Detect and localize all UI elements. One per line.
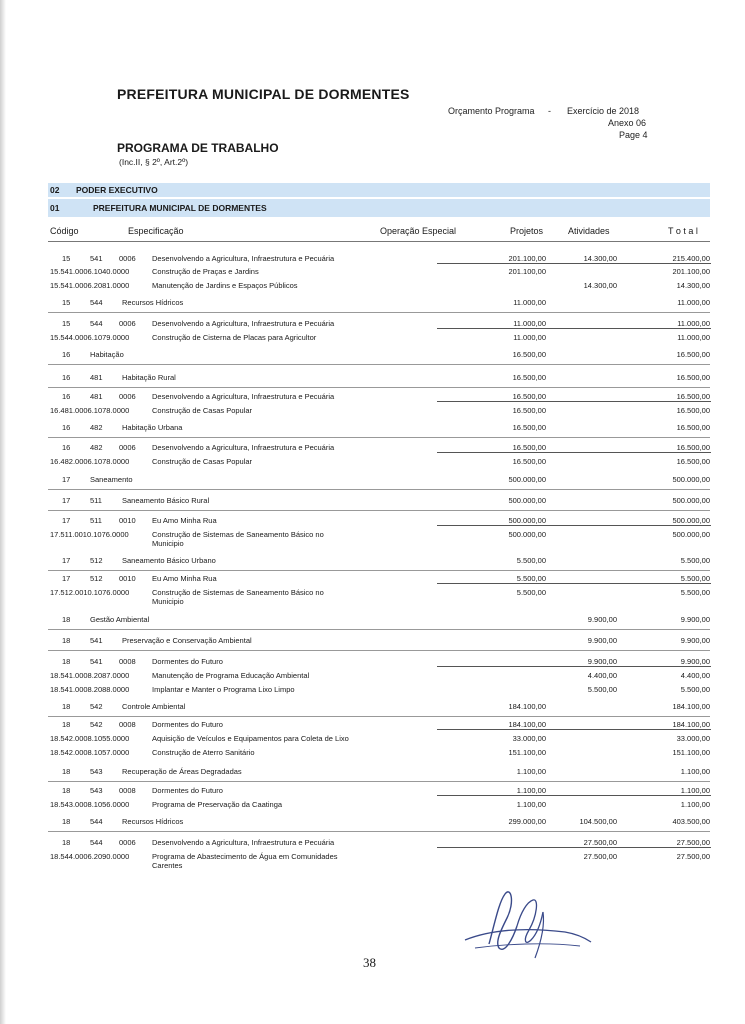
row-projetos: 16.500,00 (512, 423, 546, 432)
col-atividades: Atividades (568, 226, 610, 236)
row-atividades: 4.400,00 (587, 671, 617, 680)
row-total: 1.100,00 (680, 786, 710, 795)
row-total: 201.100,00 (672, 267, 710, 276)
row-subfunction-name: Recursos Hídricos (122, 298, 184, 307)
row-rule (48, 312, 710, 313)
row-atividades: 104.500,00 (579, 817, 617, 826)
row-specification: Construção de Aterro Sanitário (152, 748, 255, 757)
row-total: 1.100,00 (680, 767, 710, 776)
row-rule (437, 452, 711, 453)
row-rule (48, 716, 710, 717)
page-label: Page 4 (619, 130, 648, 140)
row-subfunction-name: Recuperação de Áreas Degradadas (122, 767, 242, 776)
row-code-full: 18.544.0006.2090.0000 (50, 852, 130, 861)
row-code-subfunction: 482 (90, 443, 103, 452)
row-rule (437, 525, 711, 526)
col-total: T o t a l (668, 226, 698, 236)
row-total: 500.000,00 (672, 530, 710, 539)
row-total: 16.500,00 (676, 457, 710, 466)
col-operacao: Operação Especial (380, 226, 457, 236)
row-code-function: 15 (62, 254, 71, 263)
row-specification: Construção de Cisterna de Placas para Agricultor (152, 333, 317, 342)
row-specification: Eu Amo Minha Rua (152, 516, 217, 525)
row-projetos: 500.000,00 (508, 496, 546, 505)
row-code-subfunction: 481 (90, 392, 103, 401)
row-subfunction-name: Saneamento Básico Rural (122, 496, 210, 505)
row-specification: Construção de Casas Popular (152, 406, 253, 415)
row-specification: Dormentes do Futuro (152, 786, 223, 795)
row-total: 403.500,00 (672, 817, 710, 826)
row-total: 9.900,00 (680, 615, 710, 624)
row-code-full: 15.541.0006.2081.0000 (50, 281, 130, 290)
row-code-program: 0010 (119, 516, 136, 525)
row-atividades: 9.900,00 (587, 636, 617, 645)
row-specification: Desenvolvendo a Agricultura, Infraestrutura e Pecuária (152, 443, 335, 452)
row-rule (437, 795, 711, 796)
row-code-program: 0006 (119, 443, 136, 452)
org-title: PREFEITURA MUNICIPAL DE DORMENTES (117, 86, 410, 102)
row-rule (48, 489, 710, 490)
row-function-name: Saneamento (90, 475, 133, 484)
row-total: 9.900,00 (680, 657, 710, 666)
row-atividades: 27.500,00 (583, 852, 617, 861)
row-code-function: 18 (62, 636, 71, 645)
row-total: 500.000,00 (672, 475, 710, 484)
row-specification: Dormentes do Futuro (152, 657, 223, 666)
row-code-program: 0008 (119, 720, 136, 729)
row-code-subfunction: 543 (90, 786, 103, 795)
row-code-function: 18 (62, 786, 71, 795)
row-specification: Manutenção de Jardins e Espaços Públicos (152, 281, 298, 290)
row-rule (48, 570, 710, 571)
row-specification: Implantar e Manter o Programa Lixo Limpo (152, 685, 295, 694)
row-subfunction-name: Saneamento Básico Urbano (122, 556, 216, 565)
row-code-function: 17 (62, 556, 71, 565)
row-specification: Desenvolvendo a Agricultura, Infraestrutura e Pecuária (152, 392, 335, 401)
row-code-subfunction: 541 (90, 636, 103, 645)
row-rule (437, 328, 711, 329)
page-number: 38 (363, 955, 376, 970)
row-total: 184.100,00 (672, 702, 710, 711)
row-code-program: 0008 (119, 657, 136, 666)
row-rule (48, 510, 710, 511)
row-projetos: 5.500,00 (516, 574, 546, 583)
row-rule (48, 781, 710, 782)
row-specification: Aquisição de Veículos e Equipamentos para Coleta de Lixo (152, 734, 349, 743)
row-subfunction-name: Controle Ambiental (122, 702, 186, 711)
row-projetos: 16.500,00 (512, 373, 546, 382)
row-total: 5.500,00 (680, 588, 710, 597)
row-code-function: 18 (62, 657, 71, 666)
row-total: 500.000,00 (672, 496, 710, 505)
row-code-program: 0010 (119, 574, 136, 583)
row-code-subfunction: 512 (90, 574, 103, 583)
row-projetos: 11.000,00 (513, 333, 546, 342)
row-code-subfunction: 544 (90, 298, 103, 307)
band-poder-executivo (48, 183, 710, 197)
row-code-full: 16.482.0006.1078.0000 (50, 457, 130, 466)
row-code-function: 16 (62, 373, 71, 382)
row-code-function: 16 (62, 443, 71, 452)
row-code-function: 16 (62, 350, 71, 359)
row-total: 11.000,00 (677, 319, 710, 328)
col-projetos: Projetos (510, 226, 544, 236)
row-specification: Construção de Sistemas de Saneamento Básico no (152, 530, 324, 539)
row-code-function: 18 (62, 720, 71, 729)
row-code-subfunction: 542 (90, 720, 103, 729)
row-projetos: 299.000,00 (508, 817, 546, 826)
row-code-subfunction: 511 (90, 496, 102, 505)
row-code-function: 16 (62, 392, 71, 401)
band1-code: 02 (50, 185, 60, 195)
row-code-function: 18 (62, 838, 71, 847)
row-code-full: 15.541.0006.1040.0000 (50, 267, 130, 276)
row-rule (437, 263, 711, 264)
row-subfunction-name: Recursos Hídricos (122, 817, 184, 826)
row-code-function: 15 (62, 298, 71, 307)
row-total: 16.500,00 (676, 423, 710, 432)
row-specification: Dormentes do Futuro (152, 720, 223, 729)
row-code-full: 18.541.0008.2087.0000 (50, 671, 130, 680)
row-projetos: 16.500,00 (512, 406, 546, 415)
row-code-full: 17.511.0010.1076.0000 (50, 530, 129, 539)
row-total: 11.000,00 (677, 333, 710, 342)
row-projetos: 16.500,00 (512, 457, 546, 466)
row-code-function: 15 (62, 319, 71, 328)
row-rule (437, 729, 711, 730)
row-code-function: 16 (62, 423, 71, 432)
row-code-subfunction: 481 (90, 373, 103, 382)
row-atividades: 5.500,00 (587, 685, 617, 694)
header-rule (48, 241, 710, 242)
row-code-program: 0008 (119, 786, 136, 795)
row-total: 27.500,00 (676, 838, 710, 847)
row-code-function: 17 (62, 496, 71, 505)
col-codigo: Código (50, 226, 79, 236)
row-code-function: 18 (62, 767, 71, 776)
row-projetos: 500.000,00 (508, 475, 546, 484)
row-projetos: 1.100,00 (516, 800, 546, 809)
row-rule (437, 401, 711, 402)
band-prefeitura (48, 199, 710, 217)
row-specification-cont: Carentes (152, 861, 183, 870)
row-projetos: 1.100,00 (516, 767, 546, 776)
row-total: 33.000,00 (676, 734, 710, 743)
row-rule (48, 831, 710, 832)
row-specification: Desenvolvendo a Agricultura, Infraestrutura e Pecuária (152, 838, 335, 847)
row-atividades: 27.500,00 (583, 838, 617, 847)
row-code-subfunction: 482 (90, 423, 103, 432)
row-subfunction-name: Preservação e Conservação Ambiental (122, 636, 252, 645)
row-total: 5.500,00 (680, 556, 710, 565)
row-code-full: 18.542.0008.1055.0000 (50, 734, 130, 743)
row-projetos: 500.000,00 (508, 530, 546, 539)
row-total: 16.500,00 (676, 350, 710, 359)
row-code-function: 18 (62, 702, 71, 711)
row-specification-cont: Municipio (152, 597, 184, 606)
row-subfunction-name: Habitação Rural (122, 373, 176, 382)
signature-image (455, 882, 595, 962)
row-code-function: 18 (62, 817, 71, 826)
row-code-full: 15.544.0006.1079.0000 (50, 333, 130, 342)
row-code-subfunction: 544 (90, 319, 103, 328)
program-title: PROGRAMA DE TRABALHO (117, 141, 279, 155)
row-total: 16.500,00 (676, 373, 710, 382)
row-code-subfunction: 544 (90, 817, 103, 826)
row-code-subfunction: 541 (90, 657, 103, 666)
row-rule (48, 629, 710, 630)
row-code-function: 18 (62, 615, 71, 624)
row-projetos: 5.500,00 (516, 556, 546, 565)
row-code-function: 17 (62, 574, 71, 583)
row-specification: Eu Amo Minha Rua (152, 574, 217, 583)
row-projetos: 5.500,00 (516, 588, 546, 597)
row-projetos: 16.500,00 (512, 443, 546, 452)
row-projetos: 11.000,00 (513, 298, 546, 307)
row-code-full: 18.542.0008.1057.0000 (50, 748, 130, 757)
row-total: 11.000,00 (677, 298, 710, 307)
row-rule (48, 364, 710, 365)
row-code-full: 16.481.0006.1078.0000 (50, 406, 130, 415)
row-projetos: 16.500,00 (512, 350, 546, 359)
band1-label: PODER EXECUTIVO (76, 185, 158, 195)
header-dash: - (548, 106, 551, 116)
scan-edge (0, 0, 6, 1024)
row-code-subfunction: 541 (90, 254, 103, 263)
row-projetos: 201.100,00 (508, 254, 546, 263)
row-total: 151.100,00 (672, 748, 710, 757)
row-specification: Construção de Sistemas de Saneamento Básico no (152, 588, 324, 597)
row-projetos: 151.100,00 (508, 748, 546, 757)
row-specification: Manutenção de Programa Educação Ambiental (152, 671, 310, 680)
row-specification: Construção de Casas Popular (152, 457, 253, 466)
row-code-full: 17.512.0010.1076.0000 (50, 588, 130, 597)
col-especificacao: Especificação (128, 226, 184, 236)
row-atividades: 14.300,00 (583, 281, 617, 290)
row-total: 5.500,00 (680, 574, 710, 583)
row-code-subfunction: 512 (90, 556, 103, 565)
row-projetos: 33.000,00 (512, 734, 546, 743)
program-subtitle: (Inc.II, § 2º, Art.2º) (119, 157, 189, 167)
row-specification-cont: Municipio (152, 539, 184, 548)
row-projetos: 1.100,00 (516, 786, 546, 795)
row-total: 14.300,00 (676, 281, 710, 290)
row-code-program: 0006 (119, 254, 136, 263)
row-code-program: 0006 (119, 838, 136, 847)
row-subfunction-name: Habitação Urbana (122, 423, 183, 432)
row-atividades: 14.300,00 (583, 254, 617, 263)
row-rule (48, 387, 710, 388)
row-code-subfunction: 543 (90, 767, 103, 776)
row-code-program: 0006 (119, 319, 136, 328)
row-specification: Desenvolvendo a Agricultura, Infraestrutura e Pecuária (152, 254, 335, 263)
orcamento-label: Orçamento Programa (448, 106, 535, 116)
row-code-full: 18.541.0008.2088.0000 (50, 685, 130, 694)
row-specification: Programa de Abastecimento de Água em Comunidades (152, 852, 338, 861)
row-code-subfunction: 542 (90, 702, 103, 711)
row-code-full: 18.543.0008.1056.0000 (50, 800, 130, 809)
row-total: 9.900,00 (680, 636, 710, 645)
band2-code: 01 (50, 203, 60, 213)
row-total: 16.500,00 (676, 443, 710, 452)
row-projetos: 11.000,00 (513, 319, 546, 328)
row-specification: Programa de Preservação da Caatinga (152, 800, 283, 809)
row-atividades: 9.900,00 (587, 657, 617, 666)
row-total: 16.500,00 (676, 392, 710, 401)
exercicio-label: Exercício de 2018 (567, 106, 640, 116)
row-code-program: 0006 (119, 392, 136, 401)
row-rule (437, 666, 711, 667)
row-specification: Desenvolvendo a Agricultura, Infraestrutura e Pecuária (152, 319, 335, 328)
row-total: 27.500,00 (676, 852, 710, 861)
row-rule (48, 650, 710, 651)
row-code-subfunction: 511 (90, 516, 102, 525)
anexo-label: Anexo 06 (608, 118, 647, 128)
row-function-name: Gestão Ambiental (90, 615, 150, 624)
row-projetos: 184.100,00 (508, 720, 546, 729)
row-total: 5.500,00 (680, 685, 710, 694)
row-projetos: 500.000,00 (508, 516, 546, 525)
row-total: 184.100,00 (672, 720, 710, 729)
row-code-function: 17 (62, 475, 71, 484)
row-total: 16.500,00 (676, 406, 710, 415)
row-rule (437, 847, 711, 848)
row-rule (48, 437, 710, 438)
row-code-function: 17 (62, 516, 71, 525)
row-total: 500.000,00 (672, 516, 710, 525)
row-projetos: 201.100,00 (508, 267, 546, 276)
row-projetos: 16.500,00 (512, 392, 546, 401)
band2-label: PREFEITURA MUNICIPAL DE DORMENTES (93, 203, 267, 213)
row-atividades: 9.900,00 (587, 615, 617, 624)
row-total: 215.400,00 (672, 254, 710, 263)
row-rule (437, 583, 711, 584)
row-function-name: Habitação (90, 350, 124, 359)
row-total: 4.400,00 (680, 671, 710, 680)
row-total: 1.100,00 (680, 800, 710, 809)
row-code-subfunction: 544 (90, 838, 103, 847)
row-projetos: 184.100,00 (508, 702, 546, 711)
row-specification: Construção de Praças e Jardins (152, 267, 259, 276)
